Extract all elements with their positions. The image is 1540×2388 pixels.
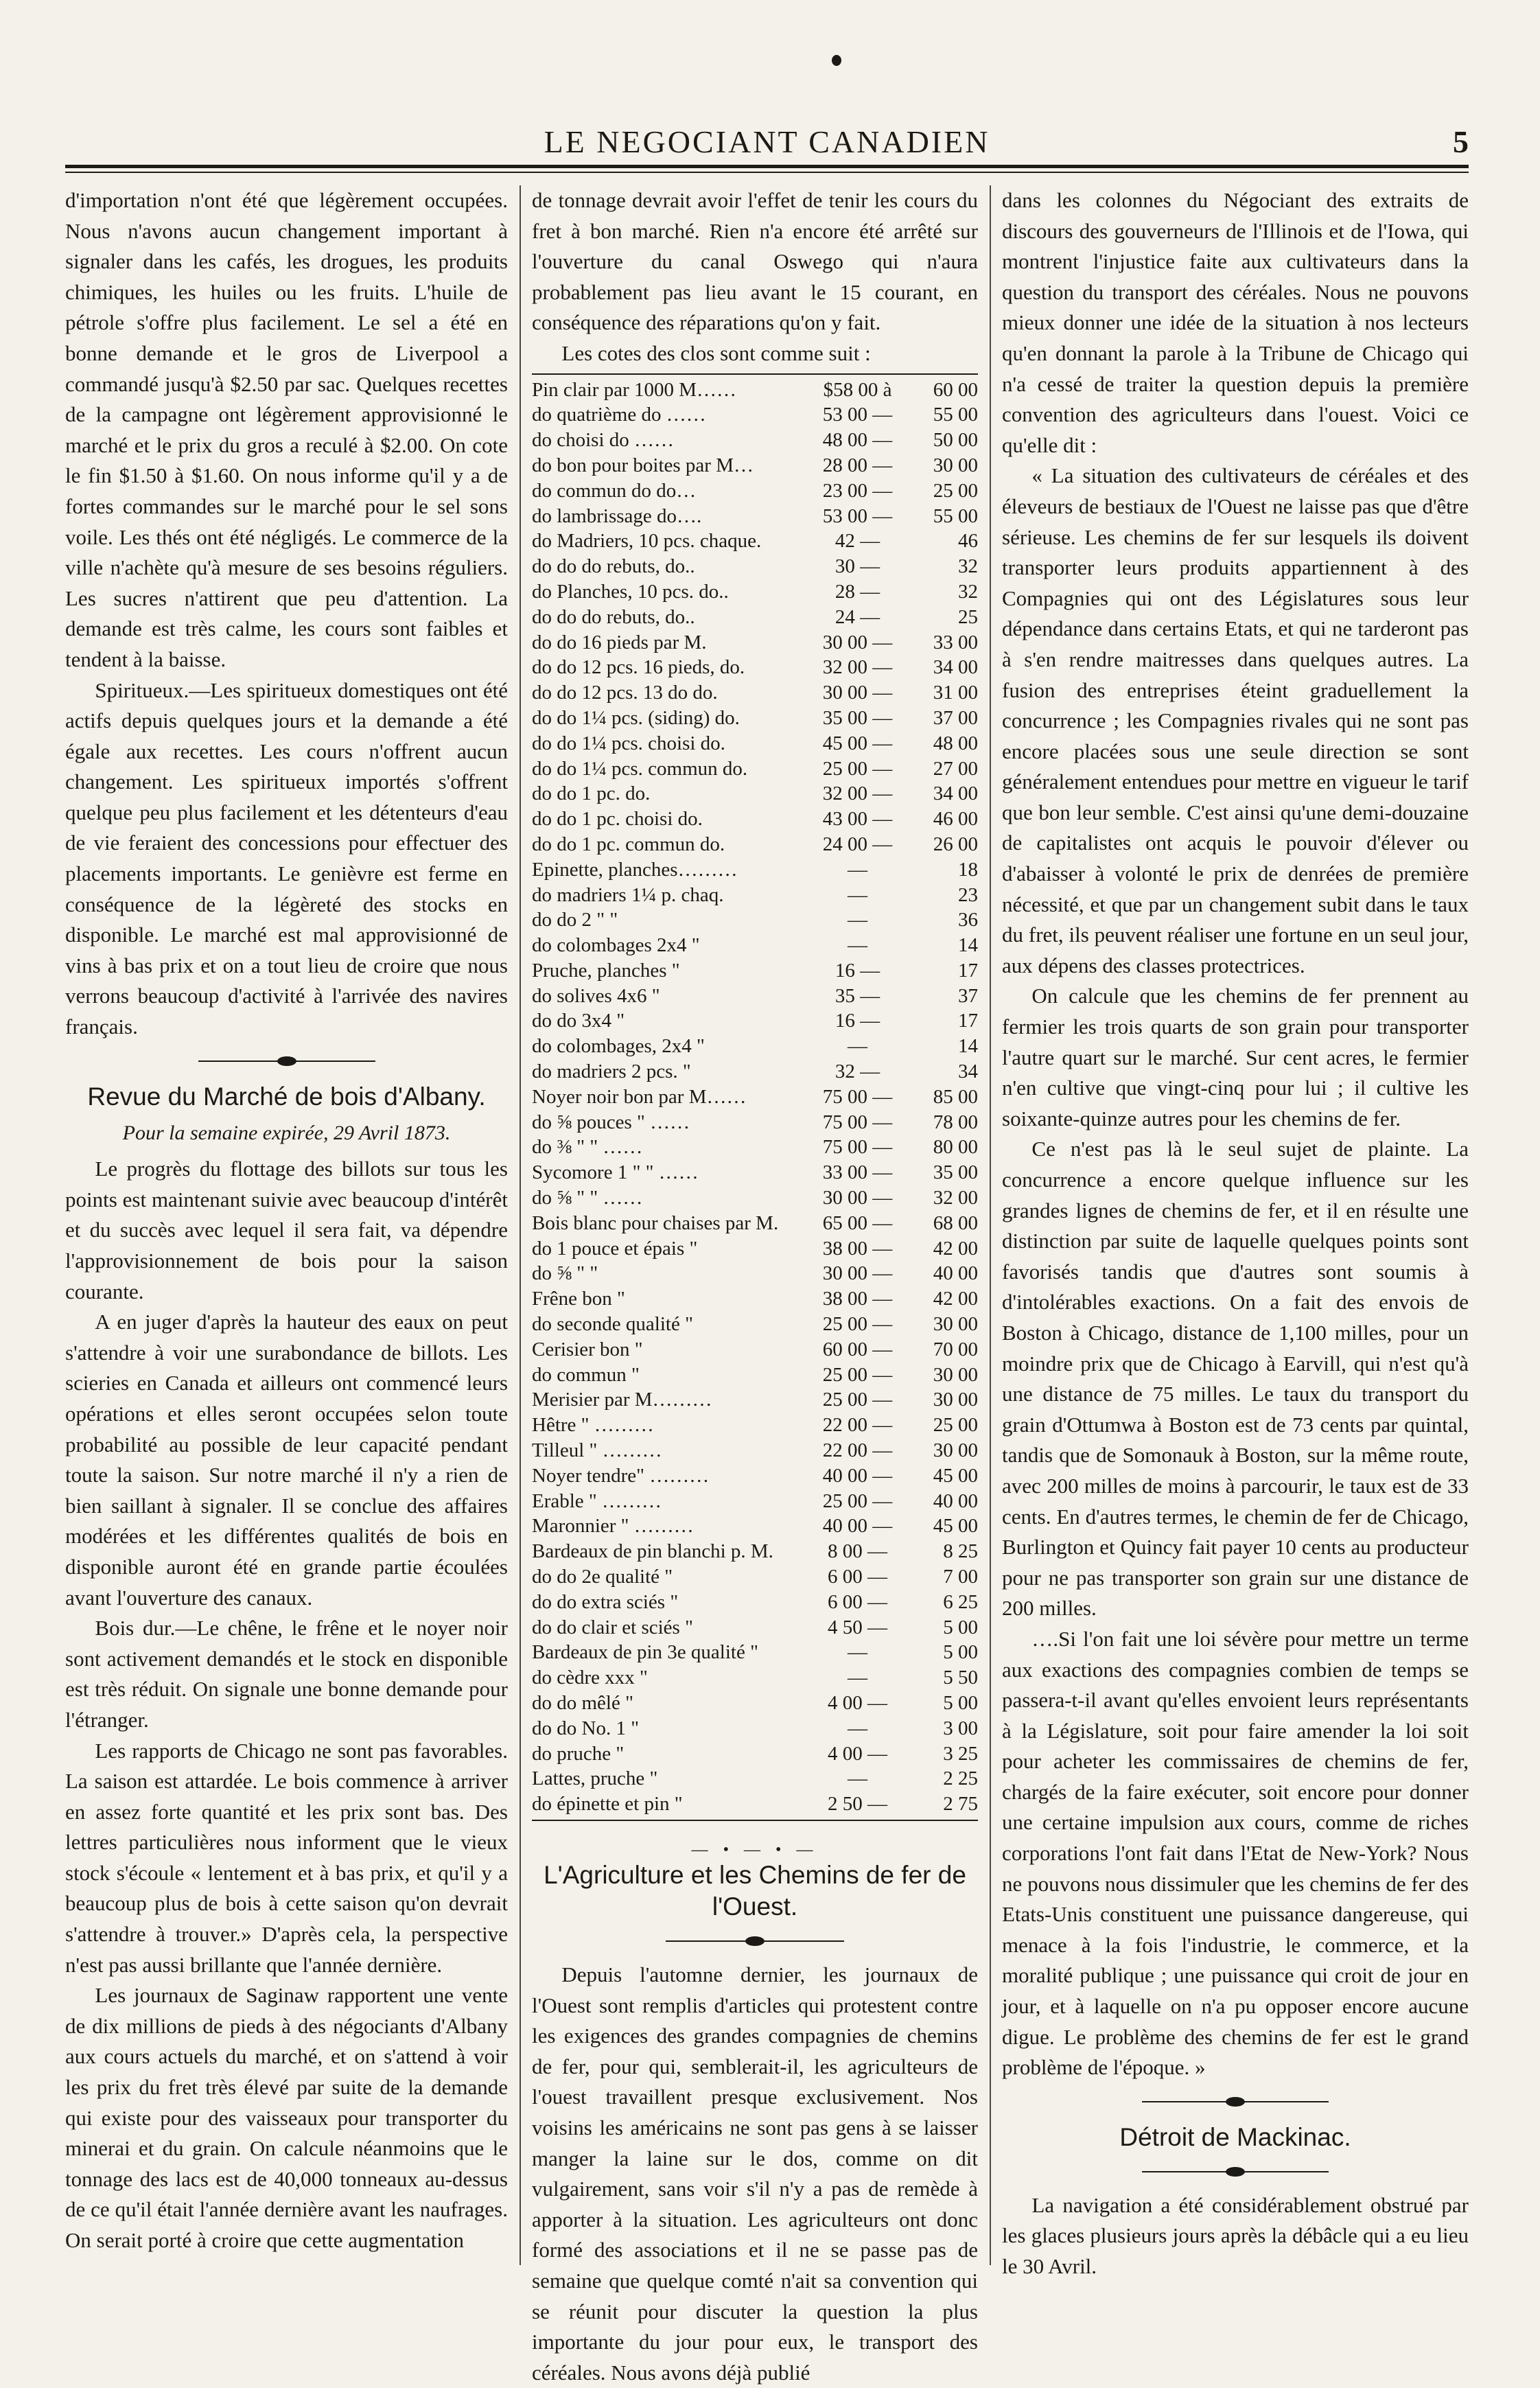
price-high: 35 00 (933, 1161, 978, 1184)
price-high: 85 00 (933, 1085, 978, 1108)
price-low: 25 00 — (822, 757, 893, 780)
price-high: 40 00 (933, 1262, 978, 1285)
price-row (532, 1337, 978, 1363)
price-item: Pin clair par 1000 M…… (532, 378, 737, 401)
price-high: 68 00 (933, 1212, 978, 1234)
section-separator (532, 1932, 978, 1950)
price-item: do do 3x4 " (532, 1010, 625, 1032)
price-row (532, 1691, 978, 1716)
price-item: do madriers 2 pcs. " (532, 1060, 691, 1083)
quoted-paragraph: ….Si l'on fait une loi sévère pour mettre un terme aux exactions des compagnies combien de temps se passera-t-il avant qu'elles envoient leurs représentants à la Législature, soit pour faire amender la loi soit pour acheter les commissaires de chemins de fer, chargés de la faire exécuter, soit encore pour donner une certaine impulsion aux cours, comme de riches corporations l'ont fait dans l'Etat de New-York? Nous ne pouvons nous dissimuler que les chemins de fer des Etats-Unis constituent une puissance dangereuse, qui menace à la fois l'industrie, le commerce, et la moralité publique ; une puissance qui croit de jour en jour, et à laquelle on n'a pu opposer encore aucune digue. Le problème des chemins de fer est le grand problème de l'époque. » (1002, 1626, 1469, 2080)
section-heading-albany: Revue du Marché de bois d'Albany. (87, 1082, 486, 1111)
price-high: 55 00 (933, 404, 978, 426)
price-row (532, 958, 978, 984)
rates-intro: Les cotes des clos sont comme suit : (561, 340, 871, 365)
price-high: 55 00 (933, 505, 978, 527)
price-item: do pruche " (532, 1742, 625, 1765)
price-item: do cèdre xxx " (532, 1667, 648, 1689)
price-high: 32 (958, 580, 978, 603)
price-row (532, 1438, 978, 1463)
price-high: 42 00 (933, 1237, 978, 1260)
price-item: do 1 pouce et épais " (532, 1237, 698, 1260)
column-2 (532, 185, 978, 2385)
price-low: 32 00 — (822, 656, 893, 679)
price-row (532, 883, 978, 908)
article-paragraph: La navigation a été considérablement obstrué par les glaces plusieurs jours après la débâcle qui a eu lieu le 30 Avril. (1002, 2192, 1469, 2278)
price-low: 43 00 — (822, 808, 893, 831)
price-high: 50 00 (933, 429, 978, 452)
price-row (532, 680, 978, 706)
price-high: 5 50 (943, 1667, 978, 1689)
quoted-paragraph: « La situation des cultivateurs de céréales et des éleveurs de bestiaux de l'Ouest ne laisse pas que d'être sérieuse. Les chemins de fer sur lesquels ils doivent transporter leurs produits appartiennent à des Compagnies qui ont des Législatures sous leur dépendance dans certains Etats, et qui ne tarderont pas à s'en rendre maitresses dans quelques autres. La fusion des entreprises éteint graduellement la concurrence ; les Compagnies rivales qui ne sont pas encore placées sous une seule direction se sont généralement entendues pour mettre en vigueur le tarif que bon leur semble. C'est ainsi qu'une demi-douzaine de capitalistes ont acquis le pouvoir d'élever ou d'abaisser à volonté le prix de denrées de première nécessité, et que par un changement subit dans le taux du fret, ils peuvent réaliser une fortune en un seul jour, aux dépens des classes protectrices. (1002, 463, 1469, 977)
price-row (532, 1135, 978, 1160)
price-high: 3 25 (943, 1742, 978, 1765)
price-row (532, 1665, 978, 1691)
price-low: — (848, 1717, 867, 1739)
price-item: do do 2e qualité " (532, 1566, 673, 1588)
price-table-frame (532, 373, 978, 1821)
price-high: 14 (958, 934, 978, 957)
price-row (532, 1312, 978, 1337)
price-row (532, 1185, 978, 1211)
price-high: 78 00 (933, 1111, 978, 1133)
price-high: 34 (958, 1060, 978, 1083)
price-row (532, 1716, 978, 1741)
price-row (532, 807, 978, 832)
price-high: 48 00 (933, 732, 978, 754)
price-low: 53 00 — (822, 505, 893, 527)
price-high: 31 00 (933, 682, 978, 704)
quoted-paragraph: On calcule que les chemins de fer prennent au fermier les trois quarts de son grain pour transporter l'autre quart sur le marché. Sur cent acres, le fermier n'en cultive que vingt-cinq pour lui ; il cultive les soixante-quinze autres pour les chemins de fer. (1002, 984, 1469, 1131)
price-high: 5 00 (943, 1616, 978, 1638)
price-high: 37 (958, 984, 978, 1007)
price-item: Noyer tendre" ……… (532, 1464, 710, 1487)
price-low: 32 — (835, 1060, 880, 1083)
price-item: do do do rebuts, do.. (532, 555, 695, 578)
price-item: do choisi do …… (532, 429, 675, 452)
article-paragraph: Les journaux de Saginaw rapportent une vente de dix millions de pieds à des négociants d'Albany aux cours actuels du marché, et on s'attend à voir les prix du fret très élevé par suite de la demande qui existe pour des vaisseaux pour transporter du minerai et du grain. On calcule néanmoins que le tonnage des lacs est de 40,000 tonneaux au-dessus de ce qu'il était l'année dernière avant les naufrages. On serait porté à croire que cette augmentation (65, 1983, 508, 2252)
price-high: 70 00 (933, 1338, 978, 1360)
price-item: do colombages, 2x4 " (532, 1035, 705, 1058)
article-paragraph: dans les colonnes du Négociant des extraits de discours des gouverneurs de l'Illinois et de l'Iowa, qui montrent l'injustice faite aux cultivateurs dans la question du transport des céréales. Nous ne pouvons mieux donner une idée de la situation à nos lecteurs qu'en donnant la parole à la Tribune de Chicago qui n'a cessé de traiter la question depuis la première convention des agriculteurs dans l'ouest. Voici ce qu'elle dit : (1002, 188, 1469, 457)
price-item: do do clair et sciés " (532, 1616, 693, 1638)
price-low: 40 00 — (822, 1464, 893, 1487)
price-high: 25 00 (933, 479, 978, 502)
price-low: 6 00 — (828, 1566, 887, 1588)
page-number: 5 (1453, 124, 1469, 159)
price-row (532, 655, 978, 680)
price-row (532, 630, 978, 656)
article-paragraph: de tonnage devrait avoir l'effet de tenir les cours du fret à bon marché. Rien n'a encore été arrêté sur l'ouverture du canal Oswego qui n'aura probablement pas lieu avant le 15 courant, en conséquence des réparations qu'on y fait. (532, 188, 978, 335)
price-low: 48 00 — (822, 429, 893, 452)
price-low: 6 00 — (828, 1590, 887, 1613)
price-item: do do 12 pcs. 16 pieds, do. (532, 656, 745, 679)
price-item: do lambrissage do…. (532, 505, 702, 527)
column-divider-2 (990, 185, 991, 2265)
price-row (532, 1286, 978, 1312)
price-high: 34 00 (933, 656, 978, 679)
section-separator (1002, 2163, 1469, 2181)
price-row (532, 504, 978, 529)
price-item: do épinette et pin " (532, 1793, 683, 1816)
price-high: 32 (958, 555, 978, 578)
price-item: do do mêlé " (532, 1692, 633, 1714)
price-row (532, 1489, 978, 1514)
price-row (532, 1363, 978, 1388)
price-row (532, 1539, 978, 1564)
price-high: 33 00 (933, 631, 978, 653)
price-low: 24 00 — (822, 833, 893, 855)
price-high: 18 (958, 858, 978, 881)
price-low: 65 00 — (822, 1212, 893, 1234)
price-row (532, 1387, 978, 1413)
price-low: 28 — (835, 580, 880, 603)
price-item: do do 12 pcs. 13 do do. (532, 682, 718, 704)
price-item: do Madriers, 10 pcs. chaque. (532, 530, 762, 553)
price-row (532, 1590, 978, 1615)
column-1 (65, 185, 508, 2265)
price-low: $58 00 à (823, 378, 892, 401)
price-high: 80 00 (933, 1136, 978, 1159)
price-high: 6 25 (943, 1590, 978, 1613)
price-item: do quatrième do …… (532, 404, 706, 426)
price-low: 4 50 — (828, 1616, 887, 1638)
price-item: do seconde qualité " (532, 1313, 693, 1336)
price-row (532, 1236, 978, 1262)
price-row (532, 478, 978, 504)
price-row (532, 1059, 978, 1085)
section-heading-mackinac: Détroit de Mackinac. (1119, 2122, 1351, 2151)
price-item: Noyer noir bon par M…… (532, 1085, 747, 1108)
price-item: do do 1¼ pcs. (siding) do. (532, 706, 740, 729)
price-high: 36 (958, 909, 978, 931)
article-paragraph: Les rapports de Chicago ne sont pas favorables. La saison est attardée. Le bois commence à arriver en assez forte quantité et les prix sont bas. Des lettres particulières nous informent que le vieux stock s'écoule « lentement et à bas prix, et qu'il y a beaucoup plus de bois à cette saison qu'on devrait s'attendre à trouver.» D'après cela, la perspective n'est pas aussi brillante que l'année dernière. (65, 1738, 508, 1977)
price-low: 16 — (835, 1010, 880, 1032)
price-high: 7 00 (943, 1566, 978, 1588)
price-low: 16 — (835, 959, 880, 982)
price-row (532, 1008, 978, 1034)
header-rule-thick (65, 165, 1469, 168)
price-high: 5 00 (943, 1692, 978, 1714)
price-item: do do 2 " " (532, 909, 618, 931)
price-row (532, 1564, 978, 1590)
price-low: 30 — (835, 555, 880, 578)
price-low: 38 00 — (822, 1288, 893, 1310)
price-item: do ⅜ " " …… (532, 1136, 643, 1159)
price-row (532, 453, 978, 478)
price-row (532, 1034, 978, 1059)
price-high: 60 00 (933, 378, 978, 401)
price-low: — (848, 883, 867, 906)
price-item: do ⅝ " " …… (532, 1187, 643, 1209)
price-row (532, 1160, 978, 1185)
price-high: 37 00 (933, 706, 978, 729)
price-high: 25 (958, 605, 978, 628)
price-item: do do 1 pc. do. (532, 783, 651, 805)
price-row (532, 756, 978, 782)
price-high: 2 25 (943, 1767, 978, 1790)
price-row (532, 1766, 978, 1792)
price-low: 35 — (835, 984, 880, 1007)
price-row (532, 857, 978, 883)
price-high: 46 (958, 530, 978, 553)
price-high: 27 00 (933, 757, 978, 780)
price-high: 34 00 (933, 783, 978, 805)
price-item: do commun " (532, 1363, 640, 1386)
newspaper-title: LE NEGOCIANT CANADIEN (544, 124, 990, 159)
price-low: — (848, 1035, 867, 1058)
price-table (532, 378, 978, 1817)
price-high: 42 00 (933, 1288, 978, 1310)
price-item: Erable " ……… (532, 1489, 662, 1512)
price-low: 32 00 — (822, 783, 893, 805)
price-low: 75 00 — (822, 1111, 893, 1133)
quoted-paragraph: Ce n'est pas là le seul sujet de plainte. La concurrence a encore quelque influence sur les grandes lignes de chemins de fer, et il en résulte une distinction par suite de laquelle quelques points sont favorisés tandis que d'autres sont soumis à d'intolérables exactions. On a fait des envois de Boston à Chicago, distance de 1,100 milles, pour un moindre prix que de Chicago à Earvill, qui n'est qu'à une distance de 75 milles. Le taux du transport du grain d'Ottumwa à Boston est de 73 cents par quintal, tandis que de Somonauk à Boston, sur la même route, avec 200 milles de moins à parcourir, le taux est de 33 cents. En d'autres termes, le chemin de fer de Chicago, Burlington et Quincy fait payer 10 cents au producteur pour ne pas transporter son grain sur une distance de 200 milles. (1002, 1137, 1469, 1621)
article-paragraph: Le progrès du flottage des billots sur tous les points est maintenant suivie avec beaucoup d'intérêt et du succès avec lequel il sera fait, va dépendre l'approvisionnement de bois pour la saison courante. (65, 1157, 508, 1303)
price-row (532, 731, 978, 756)
section-heading-agriculture: L'Agriculture et les Chemins de fer de l'Ouest. (544, 1860, 966, 1921)
price-high: 17 (958, 959, 978, 982)
price-item: do ⅝ pouces " …… (532, 1111, 690, 1133)
price-row (532, 1110, 978, 1135)
price-low: 53 00 — (822, 404, 893, 426)
price-low: 75 00 — (822, 1085, 893, 1108)
price-row (532, 579, 978, 605)
price-item: do do 16 pieds par M. (532, 631, 707, 653)
price-item: do do do rebuts, do.. (532, 605, 695, 628)
price-item: Lattes, pruche " (532, 1767, 658, 1790)
price-item: Cerisier bon " (532, 1338, 643, 1360)
price-row (532, 706, 978, 731)
price-high: 40 00 (933, 1489, 978, 1512)
price-low: 28 00 — (822, 454, 893, 476)
price-item: do do 1¼ pcs. commun do. (532, 757, 748, 780)
price-low: 24 — (835, 605, 880, 628)
price-item: Hêtre " ……… (532, 1414, 654, 1437)
price-low: — (848, 1641, 867, 1664)
price-row (532, 907, 978, 933)
price-high: 30 00 (933, 454, 978, 476)
price-item: Frêne bon " (532, 1288, 625, 1310)
price-high: 14 (958, 1035, 978, 1058)
price-item: Merisier par M……… (532, 1389, 712, 1411)
article-paragraph: Spiritueux.—Les spiritueux domestiques ont été actifs depuis quelques jours et la demande a été égale aux recettes. Les cours n'offrent aucun changement. Les spiritueux importés s'offrent quelque peu plus facilement et les détenteurs d'eau de vie feraient des concessions pour effectuer des placements importants. Le genièvre est ferme en conséquence de la légèreté des stocks en disponible. Le marché est mal approvisionné de vins à bas prix et on a tout lieu de croire que nous verrons beaucoup d'activité à l'arrivée des navires français. (65, 677, 508, 1039)
price-item: do bon pour boites par M… (532, 454, 754, 476)
price-low: 22 00 — (822, 1439, 893, 1462)
price-low: — (848, 934, 867, 957)
price-low: 42 — (835, 530, 880, 553)
price-item: Sycomore 1 " " …… (532, 1161, 699, 1184)
price-row (532, 1741, 978, 1767)
price-low: 30 00 — (822, 631, 893, 653)
price-high: 46 00 (933, 808, 978, 831)
price-row (532, 378, 978, 403)
column-3 (1002, 185, 1469, 2278)
price-high: 32 00 (933, 1187, 978, 1209)
article-paragraph: d'importation n'ont été que légèrement occupées. Nous n'avons aucun changement important à signaler dans les cafés, les drogues, les produits chimiques, les huiles ou les fruits. L'huile de pétrole s'offre plus facilement. Le sel a été en bonne demande et le gros de Liverpool a commandé jusqu'à $2.50 par sac. Quelques recettes de la campagne ont légèrement approvisionné le marché et le prix du gros a reculé à $2.00. On cote le fin $1.50 à $1.60. On nous informe qu'il y a de fortes commandes sur le marché pour le sel sons voile. Les thés ont été négligés. Le commerce de la ville n'achète qu'à mesure de ses besoins réguliers. Les sucres n'attirent que peu d'attention. La demande est très calme, les cours sont faibles et tendent à la baisse. (65, 188, 508, 671)
section-separator (65, 1052, 508, 1070)
price-item: do Planches, 10 pcs. do.. (532, 580, 729, 603)
price-item: do do 1 pc. commun do. (532, 833, 725, 855)
price-row (532, 1514, 978, 1539)
price-item: do colombages 2x4 " (532, 934, 700, 957)
price-low: 60 00 — (822, 1338, 893, 1360)
price-high: 30 00 (933, 1313, 978, 1336)
price-low: 25 00 — (822, 1489, 893, 1512)
section-separator (1002, 2093, 1469, 2111)
price-row (532, 1792, 978, 1817)
header-rule-thin (65, 172, 1469, 173)
price-item: do do extra sciés " (532, 1590, 679, 1613)
article-paragraph: Depuis l'automne dernier, les journaux de l'Ouest sont remplis d'articles qui protestent contre les exigences des grandes compagnies de chemins de fer, pour qui, semblerait-il, les agriculteurs de l'ouest travaillent presque exclusivement. Nos voisins les américains ne sont pas gens à se laisser manger la laine sur le dos, comme on dit vulgairement, sans voir s'il n'y a pas de remède à apporter à la situation. Les agriculteurs ont donc formé des associations et il ne se passe pas de semaine que quelque comté n'ait sa convention qui se réunit pour discuter la question la plus importante du jour pour eux, le transport des céréales. Nous avons déjà publié (532, 1962, 978, 2385)
price-high: 45 00 (933, 1515, 978, 1538)
price-row (532, 428, 978, 453)
price-low: 25 00 — (822, 1389, 893, 1411)
price-row (532, 1085, 978, 1110)
price-item: Bardeaux de pin 3e qualité " (532, 1641, 758, 1664)
price-row (532, 402, 978, 428)
price-row (532, 1463, 978, 1489)
price-row (532, 529, 978, 554)
column-divider-1 (520, 185, 521, 2265)
price-row (532, 1615, 978, 1641)
price-row (532, 933, 978, 958)
price-item: do do No. 1 " (532, 1717, 640, 1739)
price-low: — (848, 1667, 867, 1689)
price-low: 30 00 — (822, 1187, 893, 1209)
price-row (532, 1640, 978, 1665)
newspaper-page (65, 55, 1469, 2385)
price-item: Epinette, planches……… (532, 858, 738, 881)
price-low: 30 00 — (822, 1262, 893, 1285)
price-high: 17 (958, 1010, 978, 1032)
price-low: 30 00 — (822, 682, 893, 704)
price-item: do solives 4x6 " (532, 984, 660, 1007)
price-item: do commun do do… (532, 479, 697, 502)
price-item: Pruche, planches " (532, 959, 680, 982)
price-row (532, 832, 978, 857)
price-low: 8 00 — (828, 1540, 887, 1563)
price-high: 3 00 (943, 1717, 978, 1739)
price-row (532, 984, 978, 1009)
price-item: Bardeaux de pin blanchi p. M. (532, 1540, 773, 1563)
price-row (532, 1261, 978, 1286)
price-item: do ⅝ " " (532, 1262, 598, 1285)
price-item: do do 1 pc. choisi do. (532, 808, 703, 831)
price-row (532, 605, 978, 630)
price-row (532, 781, 978, 807)
price-low: 22 00 — (822, 1414, 893, 1437)
price-low: — (848, 1767, 867, 1790)
price-high: 8 25 (943, 1540, 978, 1563)
section-separator: — • — • — (691, 1840, 819, 1859)
price-high: 5 00 (943, 1641, 978, 1664)
article-paragraph: Bois dur.—Le chêne, le frêne et le noyer noir sont activement demandés et le stock en disponible est très réduit. On signale une bonne demande pour l'étranger. (65, 1616, 508, 1732)
price-item: Tilleul " ……… (532, 1439, 662, 1462)
dateline: Pour la semaine expirée, 29 Avril 1873. (122, 1121, 451, 1144)
price-low: 25 00 — (822, 1363, 893, 1386)
price-row (532, 1211, 978, 1236)
price-row (532, 554, 978, 579)
price-low: — (848, 909, 867, 931)
price-high: 25 00 (933, 1414, 978, 1437)
price-low: 35 00 — (822, 706, 893, 729)
price-row (532, 1413, 978, 1438)
price-low: 23 00 — (822, 479, 893, 502)
price-high: 23 (958, 883, 978, 906)
price-low: 25 00 — (822, 1313, 893, 1336)
price-high: 45 00 (933, 1464, 978, 1487)
masthead (65, 117, 1469, 172)
price-low: 4 00 — (828, 1742, 887, 1765)
price-item: do do 1¼ pcs. choisi do. (532, 732, 725, 754)
price-low: 40 00 — (822, 1515, 893, 1538)
price-high: 26 00 (933, 833, 978, 855)
price-low: 2 50 — (828, 1793, 887, 1816)
price-high: 30 00 (933, 1439, 978, 1462)
price-item: Maronnier " ……… (532, 1515, 694, 1538)
article-paragraph: A en juger d'après la hauteur des eaux on peut s'attendre à voir une surabondance de billots. Les scieries en Canada et ailleurs ont commencé leurs opérations et elles seront occupées selon toute probabilité au possible de leur capacité pendant toute la saison. Sur notre marché il n'y a rien de bien saillant à signaler. Il se conclue des affaires modérées et les différentes qualités de bois en disponible auront été en grande partie écoulées avant l'ouverture des canaux. (65, 1310, 508, 1610)
price-low: 33 00 — (822, 1161, 893, 1184)
price-high: 30 00 (933, 1389, 978, 1411)
price-low: 38 00 — (822, 1237, 893, 1260)
price-low: 45 00 — (822, 732, 893, 754)
price-high: 30 00 (933, 1363, 978, 1386)
price-low: 4 00 — (828, 1692, 887, 1714)
price-low: — (848, 858, 867, 881)
price-item: Bois blanc pour chaises par M. (532, 1212, 779, 1234)
price-high: 2 75 (943, 1793, 978, 1816)
price-low: 75 00 — (822, 1136, 893, 1159)
ink-blot-mark (832, 55, 841, 66)
price-item: do madriers 1¼ p. chaq. (532, 883, 724, 906)
